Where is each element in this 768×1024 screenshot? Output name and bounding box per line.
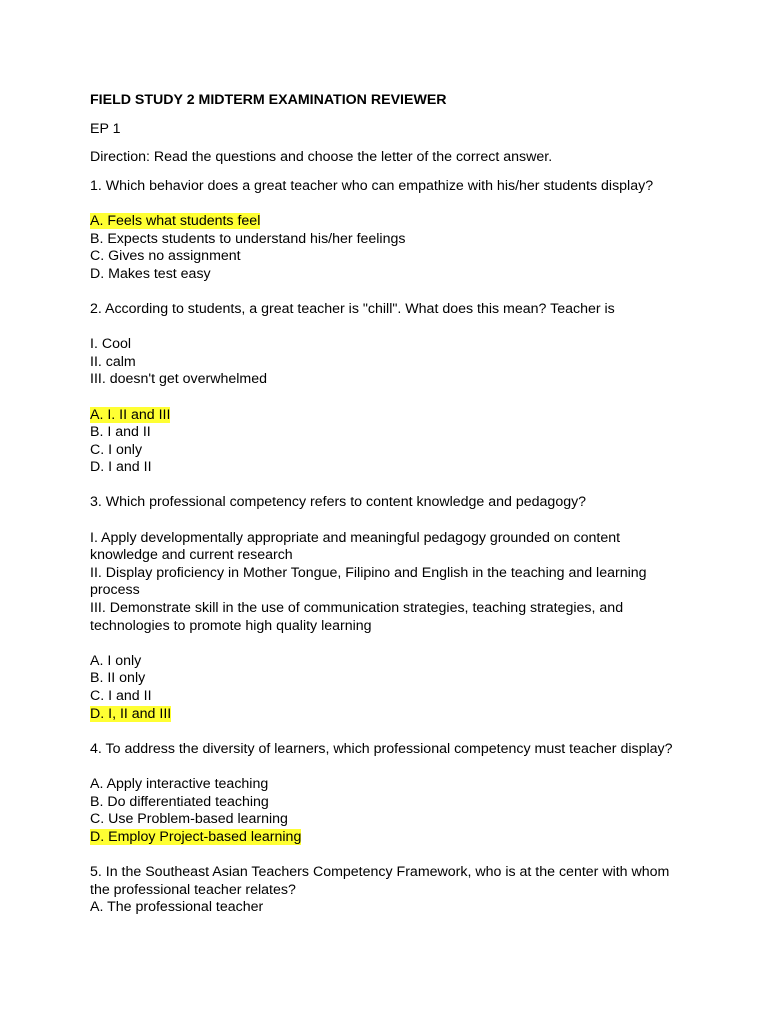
question-2 (90, 301, 690, 477)
answer-choice: B. Expects students to understand his/her feelings (90, 230, 406, 247)
document-page (90, 92, 690, 917)
answer-choice: A. I only (90, 652, 142, 669)
answer-choice: D. I and II (90, 459, 152, 476)
question-3 (90, 494, 690, 723)
answer-choice: B. Do differentiated teaching (90, 793, 269, 810)
answer-choice: B. II only (90, 670, 146, 687)
answer-choice-correct: A. I. II and III (90, 406, 171, 423)
answer-choice-correct: D. I, II and III (90, 705, 172, 722)
answer-choice: A. Apply interactive teaching (90, 775, 269, 792)
answer-choice: C. Use Problem-based learning (90, 811, 288, 828)
direction-text: Direction: Read the questions and choose the letter of the correct answer. (90, 149, 553, 166)
answer-choice: C. Gives no assignment (90, 248, 241, 265)
question-item: III. Demonstrate skill in the use of communication strategies, teaching strategies, and technologies to promote high quality learning (90, 600, 624, 634)
question-1 (90, 178, 690, 284)
answer-choice: D. Makes test easy (90, 265, 211, 282)
question-item: I. Cool (90, 336, 132, 353)
question-item: I. Apply developmentally appropriate and meaningful pedagogy grounded on content knowledge and current research (90, 529, 621, 564)
question-text: 1. Which behavior does a great teacher who can empathize with his/her students display? (90, 177, 654, 194)
answer-choice-correct: D. Employ Project-based learning (90, 828, 302, 845)
question-item: III. doesn't get overwhelmed (90, 371, 267, 388)
question-text: 3. Which professional competency refers to content knowledge and pedagogy? (90, 494, 587, 511)
answer-choice-correct: A. Feels what students feel (90, 212, 261, 229)
answer-choice: A. The professional teacher (90, 899, 264, 916)
document-title: FIELD STUDY 2 MIDTERM EXAMINATION REVIEWER (90, 92, 447, 108)
question-text: 4. To address the diversity of learners, which professional competency must teacher display? (90, 740, 673, 757)
answer-choice: C. I only (90, 441, 143, 458)
answer-choice: B. I and II (90, 424, 151, 441)
question-5 (90, 864, 690, 917)
episode-label: EP 1 (90, 120, 121, 137)
question-item: II. calm (90, 353, 136, 370)
answer-choice: C. I and II (90, 688, 152, 704)
question-4 (90, 741, 690, 847)
question-text: 5. In the Southeast Asian Teachers Competency Framework, who is at the center with whom the professional teacher relates? (90, 863, 670, 898)
question-text: 2. According to students, a great teacher is "chill". What does this mean? Teacher is (90, 300, 615, 317)
question-item: II. Display proficiency in Mother Tongue, Filipino and English in the teaching and learning process (90, 564, 647, 599)
